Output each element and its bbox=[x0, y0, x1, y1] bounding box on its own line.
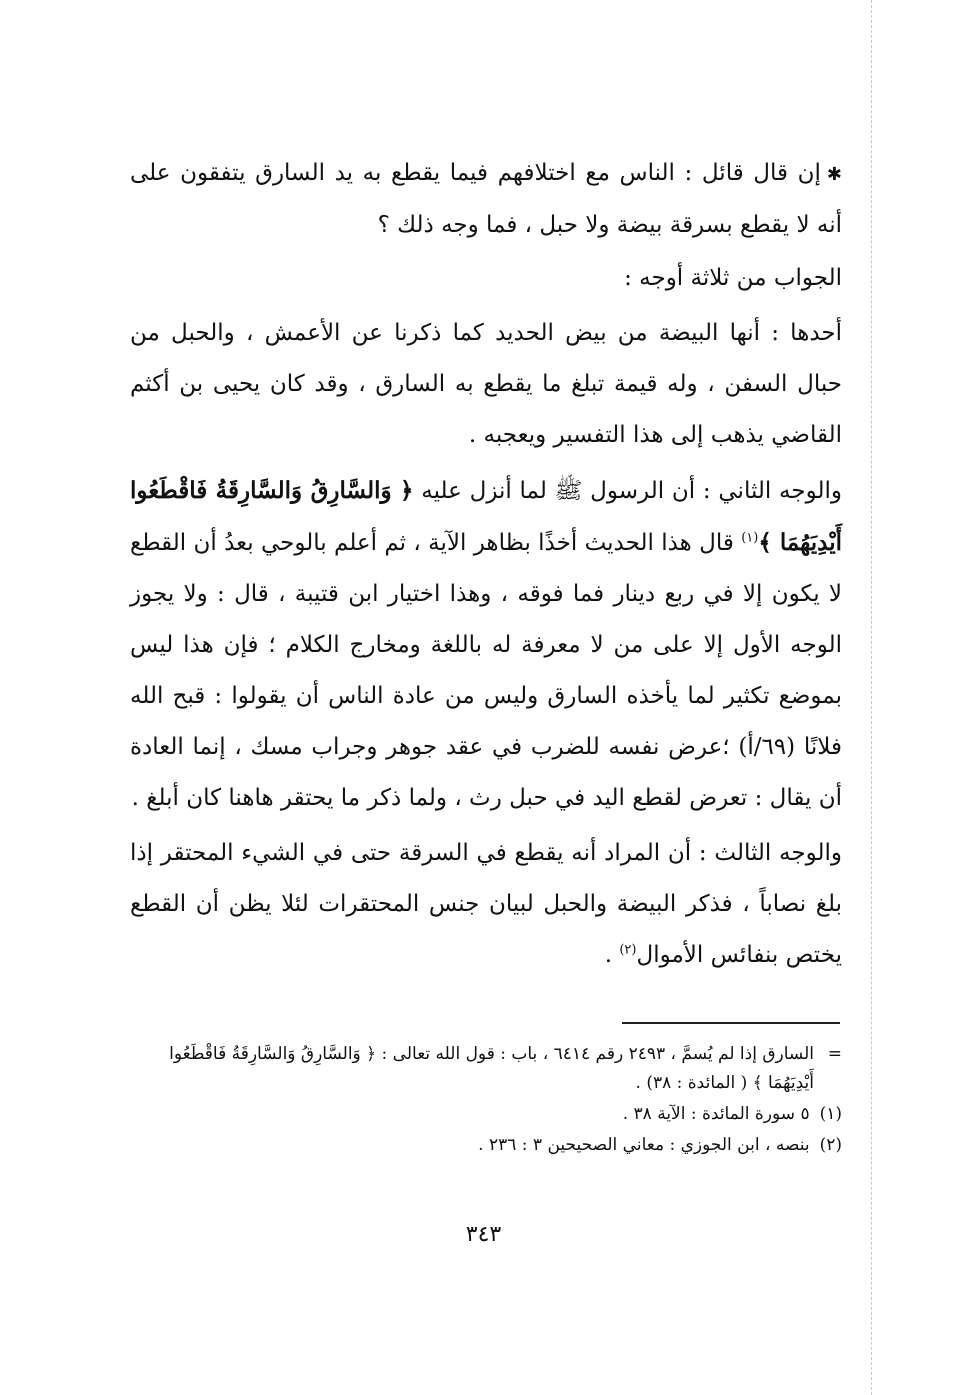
second-aspect-start: والوجه الثاني : أن الرسول ﷺ لما أنزل عليه bbox=[421, 478, 842, 504]
first-aspect-paragraph bbox=[130, 308, 842, 461]
second-aspect-rest: قال هذا الحديث أخذًا بظاهر الآية ، ثم أعلم بالوحي بعدُ أن القطع لا يكون إلا في ربع دينار فما فوقه ، وهذا اختيار ابن قتيبة ، قال : ولا يجوز الوجه الأول إلا على من لا معرفة له باللغة ومخارج الكلام ؛ فإن هذا ليس بموضع تكثير لما يأخذه السارق وليس من عادة الناس أن يقولوا : قبح الله فلانًا (٦٩/أ) ؛عرض نفسه للضرب في عقد جوهر وجراب مسك ، إنما العادة أن يقال : تعرض لقطع اليد في حبل رث ، ولما ذكر ما يحتقر هاهنا كان أبلغ . bbox=[130, 530, 842, 811]
footnote-1 bbox=[130, 1100, 842, 1129]
third-aspect-end: . bbox=[604, 942, 620, 968]
main-text bbox=[130, 148, 842, 985]
third-aspect-text: والوجه الثالث : أن المراد أنه يقطع في السرقة حتى في الشيء المحتقر إذا بلغ نصاباً ، فذكر البيضة والحبل لبيان جنس المحتقرات لئلا يظن أن القطع يختص بنفائس الأموال bbox=[130, 840, 842, 968]
first-aspect-text: أحدها : أنها البيضة من بيض الحديد كما ذكرنا عن الأعمش ، والحبل من حبال السفن ، وله قيمة تبلغ ما يقطع به السارق ، وقد كان يحيى بن أكثم القاضي يذهب إلى هذا التفسير ويعجبه . bbox=[130, 320, 842, 448]
footnote-ref-1: (١) bbox=[741, 530, 759, 546]
footnote-2-text: بنصه ، ابن الجوزي : معاني الصحيحين ٣ : ٢٣٦ . bbox=[478, 1135, 810, 1155]
continuation-marker: = bbox=[827, 1044, 842, 1064]
footnote-2 bbox=[130, 1131, 842, 1160]
answer-intro-paragraph bbox=[130, 253, 842, 304]
footnote-continued-text: السارق إذا لم يُسمَّ ، ٢٤٩٣ رقم ٦٤١٤ ، باب : قول الله تعالى : ﴿ وَالسَّارِقُ وَالسَّارِقَةُ فَاقْطَعُوا أَيْدِيَهُمَا ﴾ ( المائدة : ٣٨) . bbox=[169, 1044, 814, 1093]
third-aspect-paragraph bbox=[130, 828, 842, 981]
quran-verse: ﴿ وَالسَّارِقُ وَالسَّارِقَةُ فَاقْطَعُوا أَيْدِيَهُمَا ﴾ bbox=[130, 477, 843, 556]
footnote-separator bbox=[622, 1022, 840, 1024]
footnote-2-marker: (٢) bbox=[819, 1135, 842, 1155]
footnote-1-marker: (١) bbox=[819, 1104, 842, 1124]
dashed-margin-line bbox=[871, 0, 872, 1395]
answer-intro-text: الجواب من ثلاثة أوجه : bbox=[624, 265, 842, 291]
asterisk-icon: ✱ bbox=[826, 164, 842, 185]
footnote-1-text: ٥ سورة المائدة : الآية ٣٨ . bbox=[622, 1104, 810, 1124]
footnote-ref-2: (٢) bbox=[619, 942, 637, 958]
question-text: إن قال قائل : الناس مع اختلافهم فيما يقطع به يد السارق يتفقون على أنه لا يقطع بسرقة بيضة ولا حبل ، فما وجه ذلك ؟ bbox=[130, 160, 842, 238]
footnotes bbox=[130, 1040, 842, 1162]
footnote-continued bbox=[130, 1040, 842, 1098]
question-paragraph bbox=[130, 148, 842, 251]
page-number: ٣٤٣ bbox=[465, 1222, 502, 1247]
second-aspect-paragraph bbox=[130, 465, 842, 824]
